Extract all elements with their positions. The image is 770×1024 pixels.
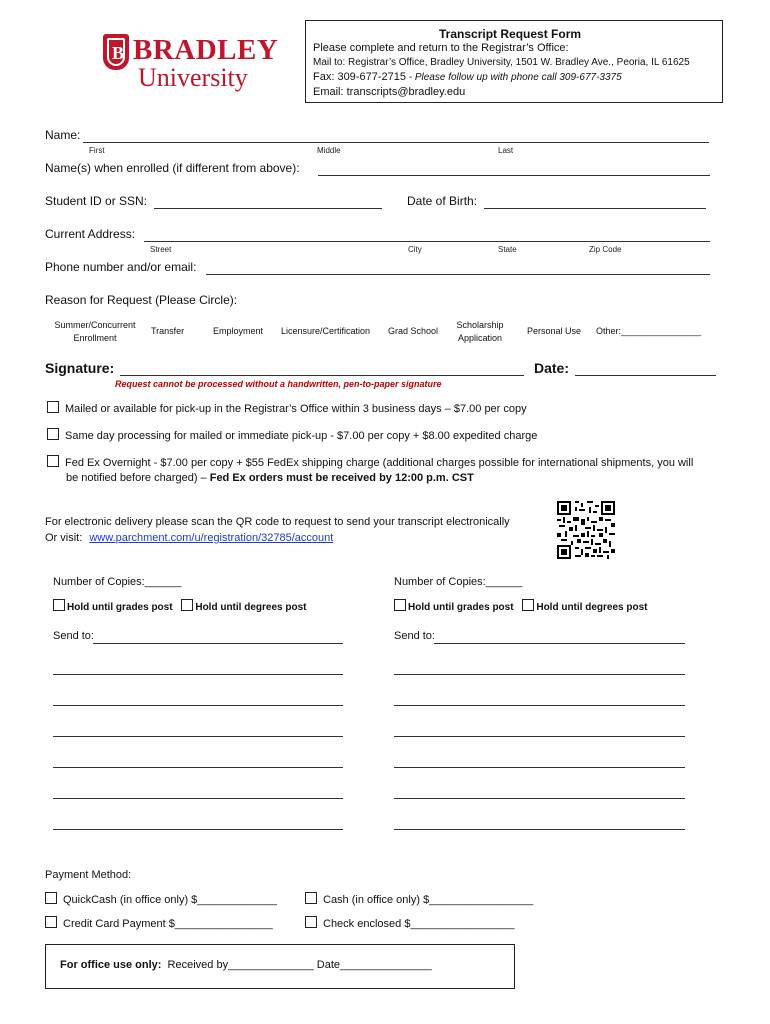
checkbox-hold-degrees-right[interactable] <box>522 599 534 611</box>
delivery-option-same-day[interactable] <box>47 428 537 442</box>
phone-email-label: Phone number and/or email: <box>45 260 197 274</box>
copies-count-right[interactable]: Number of Copies:______ <box>394 576 523 588</box>
delivery-option-standard[interactable] <box>47 401 527 415</box>
payment-check-text: Check enclosed $_________________ <box>323 918 515 930</box>
reason-option-personal-use[interactable]: Personal Use <box>527 326 582 336</box>
signature-date-label: Date: <box>534 360 570 376</box>
header-mail-address: Mail to: Registrar’s Office, Bradley University, 1501 W. Bradley Ave., Peoria, IL 61625 <box>313 57 690 68</box>
delivery-option-fedex-line2 <box>66 472 474 484</box>
form-title: Transcript Request Form <box>439 27 582 41</box>
payment-method-label: Payment Method: <box>45 869 132 881</box>
name-input-line[interactable] <box>83 142 709 143</box>
fax-number: Fax: 309-677-2715 <box>313 71 406 83</box>
send-to-line-left-0[interactable] <box>93 643 343 644</box>
send-to-line-right-3[interactable] <box>394 736 685 737</box>
checkbox-check[interactable] <box>305 916 317 928</box>
signature-date-input-line[interactable] <box>575 375 716 376</box>
checkbox-fedex[interactable] <box>47 455 59 467</box>
reason-option-employment[interactable]: Employment <box>213 326 264 336</box>
header-instructions: Please complete and return to the Registrar’s Office: <box>313 42 569 54</box>
send-to-line-left-4[interactable] <box>53 767 343 768</box>
signature-warning: Request cannot be processed without a handwritten, pen-to-paper signature <box>115 379 442 389</box>
reason-label: Reason for Request (Please Circle): <box>45 293 238 307</box>
send-to-line-right-0[interactable] <box>434 643 685 644</box>
electronic-delivery-text: For electronic delivery please scan the QR code to request to send your transcript electronically <box>45 516 510 528</box>
hold-degrees-left: Hold until degrees post <box>195 602 307 613</box>
enrolled-name-input-line[interactable] <box>318 175 710 176</box>
delivery-option-standard-text: Mailed or available for pick-up in the Registrar’s Office within 3 business days – $7.00 per copy <box>65 403 527 415</box>
name-sub-last: Last <box>498 146 514 155</box>
checkbox-hold-grades-right[interactable] <box>394 599 406 611</box>
copies-count-left[interactable]: Number of Copies:______ <box>53 576 182 588</box>
send-to-line-right-6[interactable] <box>394 829 685 830</box>
delivery-option-same-day-text: Same day processing for mailed or immediate pick-up - $7.00 per copy + $8.00 expedited charge <box>65 430 538 442</box>
send-to-line-right-5[interactable] <box>394 798 685 799</box>
reason-option-transfer[interactable]: Transfer <box>151 326 185 336</box>
send-to-line-right-4[interactable] <box>394 767 685 768</box>
hold-options-left <box>53 599 306 613</box>
payment-credit-text: Credit Card Payment $________________ <box>63 918 273 930</box>
payment-quickcash-text: QuickCash (in office only) $_____________ <box>63 894 277 906</box>
checkbox-cash[interactable] <box>305 892 317 904</box>
enrolled-name-label: Name(s) when enrolled (if different from above): <box>45 161 300 175</box>
phone-email-input-line[interactable] <box>206 274 710 275</box>
hold-degrees-right: Hold until degrees post <box>536 602 648 613</box>
name-label: Name: <box>45 128 81 142</box>
fedex-deadline: Fed Ex orders must be received by 12:00 p.m. CST <box>209 472 474 484</box>
visit-label: Or visit: <box>45 532 83 544</box>
send-to-line-left-5[interactable] <box>53 798 343 799</box>
header-email: Email: transcripts@bradley.edu <box>313 86 466 98</box>
logo-wordmark-line2: University <box>138 63 248 92</box>
hold-grades-right: Hold until grades post <box>408 602 514 613</box>
checkbox-standard[interactable] <box>47 401 59 413</box>
reason-option-scholarship-text: Scholarship Application <box>456 320 504 343</box>
send-to-line-left-1[interactable] <box>53 674 343 675</box>
checkbox-hold-grades-left[interactable] <box>53 599 65 611</box>
parchment-link[interactable]: www.parchment.com/u/registration/32785/account <box>89 532 334 544</box>
fax-note: - Please follow up with phone call 309-677-3375 <box>405 72 622 83</box>
checkbox-credit[interactable] <box>45 916 57 928</box>
header-fax <box>313 71 622 83</box>
send-to-line-right-1[interactable] <box>394 674 685 675</box>
send-to-line-left-6[interactable] <box>53 829 343 830</box>
signature-input-line[interactable] <box>120 375 524 376</box>
address-label: Current Address: <box>45 227 136 241</box>
checkbox-hold-degrees-left[interactable] <box>181 599 193 611</box>
checkbox-quickcash[interactable] <box>45 892 57 904</box>
name-sub-first: First <box>89 146 105 155</box>
reason-option-summer[interactable] <box>50 319 140 345</box>
dob-label: Date of Birth: <box>407 194 478 208</box>
electronic-visit <box>45 532 333 544</box>
address-sub-city: City <box>408 245 422 254</box>
hold-grades-left: Hold until grades post <box>67 602 173 613</box>
payment-option-quickcash[interactable] <box>45 892 277 906</box>
name-sub-middle: Middle <box>317 146 341 155</box>
send-to-label-right: Send to: <box>394 630 435 642</box>
office-use-label: For office use only: <box>60 959 162 971</box>
address-sub-state: State <box>498 245 517 254</box>
payment-option-check[interactable] <box>305 916 514 930</box>
qr-code-icon[interactable] <box>557 501 615 559</box>
signature-label: Signature: <box>45 360 115 376</box>
send-to-line-left-3[interactable] <box>53 736 343 737</box>
office-use-received[interactable]: Received by______________ Date_______________ <box>167 959 432 971</box>
fedex-note: be notified before charged) – <box>66 472 207 484</box>
send-to-label-left: Send to: <box>53 630 94 642</box>
address-sub-zip: Zip Code <box>589 245 622 254</box>
delivery-option-fedex[interactable] <box>47 455 693 469</box>
payment-option-credit[interactable] <box>45 916 273 930</box>
hold-options-right <box>394 599 647 613</box>
student-id-input-line[interactable] <box>154 208 382 209</box>
delivery-option-fedex-text: Fed Ex Overnight - $7.00 per copy + $55 FedEx shipping charge (additional charges possible for international shipments, you will <box>65 457 694 469</box>
bradley-logo-mark: B <box>103 34 129 70</box>
logo-wordmark-line1: BRADLEY <box>133 34 279 66</box>
reason-option-licensure[interactable]: Licensure/Certification <box>281 326 371 336</box>
reason-option-scholarship[interactable] <box>451 319 509 345</box>
address-sub-street: Street <box>150 245 172 254</box>
payment-cash-text: Cash (in office only) $_________________ <box>323 894 534 906</box>
send-to-line-right-2[interactable] <box>394 705 685 706</box>
address-input-line[interactable] <box>144 241 710 242</box>
student-id-label: Student ID or SSN: <box>45 194 148 208</box>
office-use-row <box>60 959 432 971</box>
reason-option-summer-text: Summer/Concurrent Enrollment <box>54 320 136 343</box>
checkbox-same-day[interactable] <box>47 428 59 440</box>
dob-input-line[interactable] <box>484 208 706 209</box>
payment-option-cash[interactable] <box>305 892 533 906</box>
reason-option-grad-school[interactable]: Grad School <box>388 326 439 336</box>
send-to-line-left-2[interactable] <box>53 705 343 706</box>
reason-option-other[interactable]: Other:________________ <box>596 326 702 336</box>
